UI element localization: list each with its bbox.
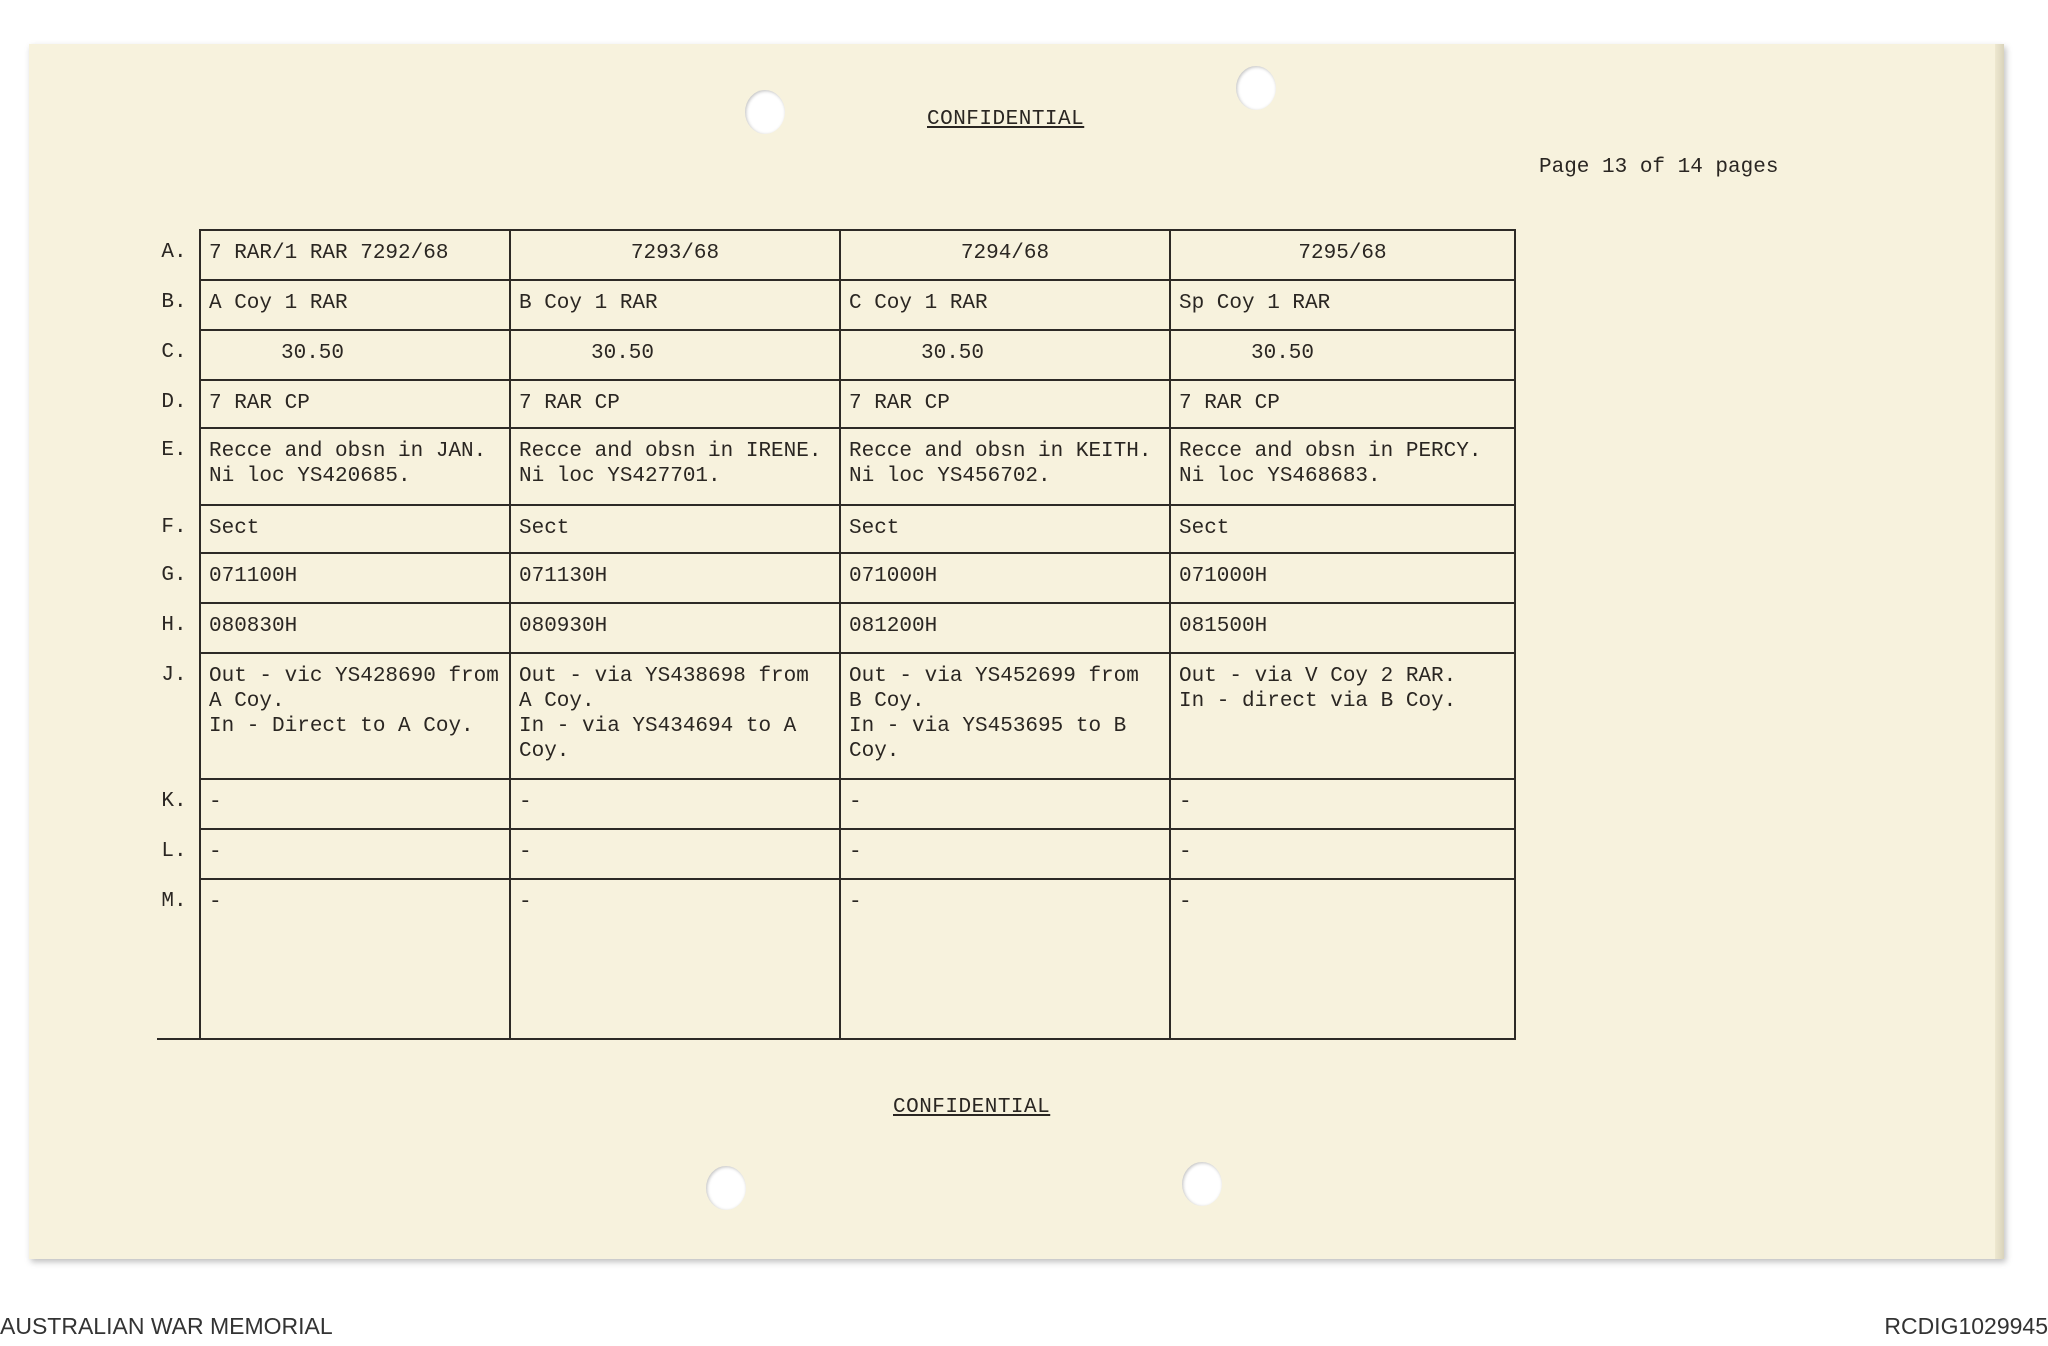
row-label: F. (157, 505, 200, 553)
table-cell: 7294/68 (840, 230, 1170, 280)
table-row (157, 779, 1515, 829)
table-cell: 7293/68 (510, 230, 840, 280)
table-cell: - (1170, 829, 1515, 879)
row-label: E. (157, 428, 200, 505)
table-cell: - (200, 879, 510, 1039)
punch-hole (745, 90, 785, 134)
table-cell: 7295/68 (1170, 230, 1515, 280)
table-cell: - (840, 779, 1170, 829)
row-label: D. (157, 380, 200, 428)
table-cell: 30.50 (510, 330, 840, 380)
punch-hole (1182, 1162, 1222, 1206)
table-cell: Out - vic YS428690 from A Coy. In - Direct to A Coy. (200, 653, 510, 779)
table-cell: 7 RAR/1 RAR 7292/68 (200, 230, 510, 280)
table-cell: - (510, 779, 840, 829)
table-cell: Recce and obsn in JAN. Ni loc YS420685. (200, 428, 510, 505)
table-cell: - (510, 829, 840, 879)
table-cell: 071000H (1170, 553, 1515, 603)
table-cell: 7 RAR CP (840, 380, 1170, 428)
row-label: L. (157, 829, 200, 879)
record-id: RCDIG1029945 (1884, 1313, 2048, 1339)
table-cell: Sect (1170, 505, 1515, 553)
table-cell: Sect (200, 505, 510, 553)
table-cell: - (840, 879, 1170, 1039)
row-label: H. (157, 603, 200, 653)
table-cell: 080830H (200, 603, 510, 653)
row-label: M. (157, 879, 200, 1039)
data-table (157, 229, 1516, 1040)
table-cell: - (840, 829, 1170, 879)
table-cell: 7 RAR CP (1170, 380, 1515, 428)
table-row (157, 230, 1515, 280)
table-cell: Recce and obsn in KEITH. Ni loc YS456702. (840, 428, 1170, 505)
table-cell: 7 RAR CP (200, 380, 510, 428)
table-cell: Sp Coy 1 RAR (1170, 280, 1515, 330)
table-row (157, 603, 1515, 653)
table-cell: - (200, 779, 510, 829)
table-cell: B Coy 1 RAR (510, 280, 840, 330)
table-cell: 071000H (840, 553, 1170, 603)
table-cell: 080930H (510, 603, 840, 653)
table-cell: A Coy 1 RAR (200, 280, 510, 330)
row-label: J. (157, 653, 200, 779)
page-count: Page 13 of 14 pages (1539, 156, 1779, 179)
row-label: A. (157, 230, 200, 280)
table-cell: Sect (840, 505, 1170, 553)
table-cell: 30.50 (840, 330, 1170, 380)
confidential-footer: CONFIDENTIAL (893, 1096, 1051, 1119)
table-cell: 071100H (200, 553, 510, 603)
table-row (157, 428, 1515, 505)
row-label: B. (157, 280, 200, 330)
table-cell: - (1170, 879, 1515, 1039)
table-cell: Recce and obsn in PERCY. Ni loc YS468683. (1170, 428, 1515, 505)
table-cell: Out - via V Coy 2 RAR. In - direct via B Coy. (1170, 653, 1515, 779)
table-cell: Sect (510, 505, 840, 553)
table-cell: - (1170, 779, 1515, 829)
table-row (157, 653, 1515, 779)
table-cell: - (510, 879, 840, 1039)
row-label: G. (157, 553, 200, 603)
table-cell: Out - via YS452699 from B Coy. In - via YS453695 to B Coy. (840, 653, 1170, 779)
table-cell: 7 RAR CP (510, 380, 840, 428)
table-row (157, 829, 1515, 879)
table-cell: 30.50 (1170, 330, 1515, 380)
table-row (157, 553, 1515, 603)
confidential-header: CONFIDENTIAL (927, 108, 1085, 131)
table-cell: Recce and obsn in IRENE. Ni loc YS427701. (510, 428, 840, 505)
table-cell: Out - via YS438698 from A Coy. In - via YS434694 to A Coy. (510, 653, 840, 779)
table-cell: - (200, 829, 510, 879)
page-edge (1995, 44, 2004, 1259)
table-row (157, 380, 1515, 428)
table-cell: 30.50 (200, 330, 510, 380)
table-row (157, 330, 1515, 380)
punch-hole (706, 1166, 746, 1210)
row-label: K. (157, 779, 200, 829)
table-cell: 081200H (840, 603, 1170, 653)
table-row (157, 879, 1515, 1039)
archive-credit: AUSTRALIAN WAR MEMORIAL (0, 1313, 333, 1339)
table-row (157, 505, 1515, 553)
row-label: C. (157, 330, 200, 380)
table-cell: C Coy 1 RAR (840, 280, 1170, 330)
table-cell: 081500H (1170, 603, 1515, 653)
punch-hole (1236, 66, 1276, 110)
table-cell: 071130H (510, 553, 840, 603)
table-row (157, 280, 1515, 330)
